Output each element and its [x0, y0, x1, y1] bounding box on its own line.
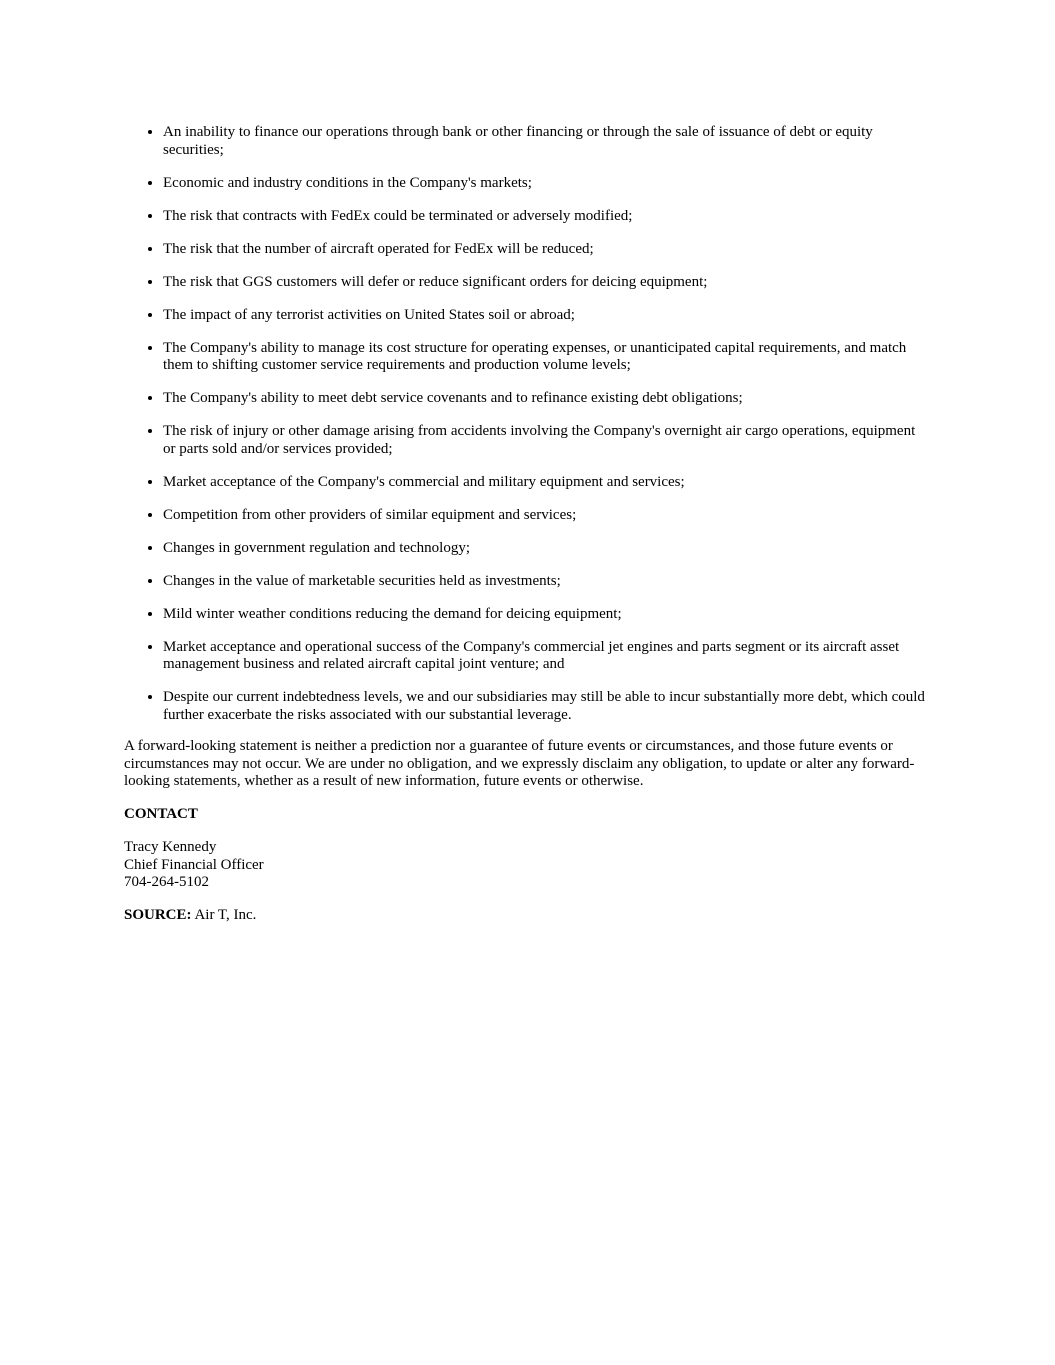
list-item: • The risk that the number of aircraft operated for FedEx will be reduced; [163, 241, 930, 259]
source-line [124, 907, 930, 925]
forward-looking-disclaimer: A forward-looking statement is neither a prediction nor a guarantee of future events or circumstances, and those future events or circumstances may not occur. We are under no obligation, and we expressly disclaim any obligation, to update or alter any forward-looking statements, whether as a result of new information, future events or otherwise. [124, 738, 915, 789]
list-item: • Mild winter weather conditions reducing the demand for deicing equipment; [163, 606, 930, 624]
source-label: SOURCE: [124, 907, 192, 923]
list-item: • Market acceptance and operational success of the Company's commercial jet engines and parts segment or its aircraft asset management business and related aircraft capital joint venture; and [163, 639, 930, 674]
list-item: • The impact of any terrorist activities on United States soil or abroad; [163, 307, 930, 325]
list-item: • Despite our current indebtedness levels, we and our subsidiaries may still be able to incur substantially more debt, which could further exacerbate the risks associated with our substantial leverage. [163, 689, 930, 724]
list-item: • An inability to finance our operations through bank or other financing or through the sale of issuance of debt or equity securities; [163, 124, 930, 159]
list-item: • The risk that GGS customers will defer or reduce significant orders for deicing equipment; [163, 274, 930, 292]
list-item: • Market acceptance of the Company's commercial and military equipment and services; [163, 474, 930, 492]
contact-heading: CONTACT [124, 806, 198, 822]
list-item: • The Company's ability to manage its cost structure for operating expenses, or unanticipated capital requirements, and match them to shifting customer service requirements and production volume levels; [163, 340, 930, 375]
list-item: • Changes in government regulation and technology; [163, 540, 930, 558]
list-item: • Economic and industry conditions in the Company's markets; [163, 175, 930, 193]
risk-factor-list [124, 124, 930, 724]
list-item: • The risk of injury or other damage arising from accidents involving the Company's overnight air cargo operations, equipment or parts sold and/or services provided; [163, 423, 930, 458]
list-item: • Competition from other providers of similar equipment and services; [163, 507, 930, 525]
contact-phone: 704-264-5102 [124, 874, 209, 890]
list-item: • The Company's ability to meet debt service covenants and to refinance existing debt obligations; [163, 390, 930, 408]
list-item: • Changes in the value of marketable securities held as investments; [163, 573, 930, 591]
contact-details [124, 839, 930, 892]
contact-title: Chief Financial Officer [124, 856, 264, 873]
list-item: • The risk that contracts with FedEx could be terminated or adversely modified; [163, 208, 930, 226]
contact-name: Tracy Kennedy [124, 839, 217, 855]
source-value: Air T, Inc. [191, 907, 257, 923]
document-page [124, 124, 930, 940]
